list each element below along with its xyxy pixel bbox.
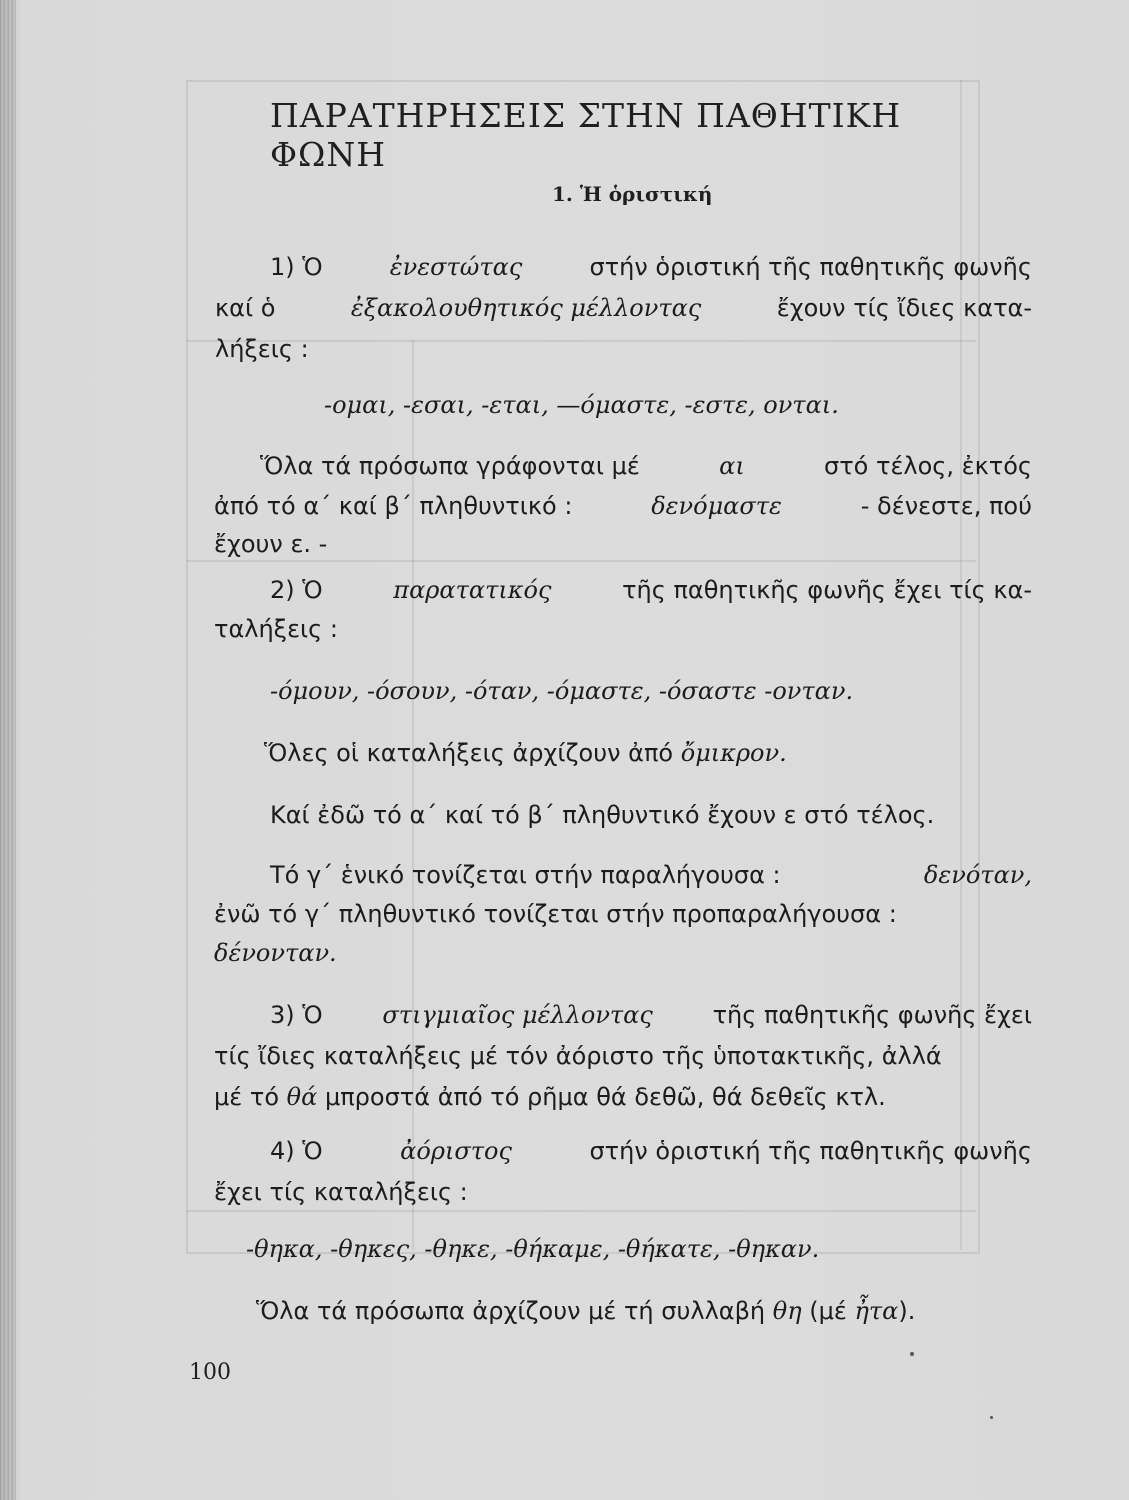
section-subtitle: 1. Ἡ ὁριστική: [552, 182, 713, 206]
text: στήν ὁριστική τῆς παθητικῆς φωνῆς: [589, 1137, 1032, 1165]
paragraph-line: Καί ἐδῶ τό α΄ καί τό β΄ πληθυντικό ἔχουν ε στό τέλος.: [270, 801, 935, 829]
endings-line: -όμουν, -όσουν, -όταν, -όμαστε, -όσαστε -ονταν.: [270, 677, 854, 705]
text: Ὅλα τά πρόσωπα γράφονται μέ: [260, 452, 640, 480]
text: - δένεστε, πού: [860, 492, 1032, 520]
bleed-through-rule: [186, 560, 976, 562]
text: (μέ: [809, 1297, 847, 1325]
paragraph-line: ταλήξεις :: [214, 615, 338, 643]
text: ).: [898, 1297, 916, 1325]
text: 2) Ὁ: [270, 576, 323, 604]
text: στήν ὁριστική τῆς παθητικῆς φωνῆς: [589, 253, 1032, 281]
bleed-through-rule: [186, 1210, 976, 1212]
text: Ὅλες οἱ καταλήξεις ἀρχίζουν ἀπό: [264, 739, 674, 767]
italic-term: αι: [719, 452, 745, 480]
paragraph-line: ἔχει τίς καταλήξεις :: [214, 1178, 468, 1206]
paragraph-line: [270, 255, 1032, 279]
paragraph-line: [214, 1085, 886, 1109]
endings-line: -θηκα, -θηκες, -θηκε, -θήκαμε, -θήκατε, -θηκαν.: [246, 1235, 820, 1263]
text: ἀπό τό α΄ καί β΄ πληθυντικό :: [214, 492, 573, 520]
italic-term: ἀόριστος: [400, 1137, 512, 1165]
paragraph-line: ἐνῶ τό γ΄ πληθυντικό τονίζεται στήν προπαραλήγουσα :: [214, 900, 897, 928]
print-speck: [990, 1416, 993, 1419]
italic-term: παρατατικός: [393, 576, 552, 604]
paragraph-line: [256, 1299, 915, 1323]
paragraph-line: λήξεις :: [215, 335, 309, 363]
page-edge: [0, 0, 16, 1500]
paragraph-line: τίς ἴδιες καταλήξεις μέ τόν ἀόριστο τῆς ὑποτακτικῆς, ἀλλά: [214, 1042, 942, 1070]
italic-term: ἐξακολουθητικός μέλλοντας: [350, 294, 702, 322]
text: τῆς παθητικῆς φωνῆς ἔχει τίς κα-: [622, 576, 1032, 604]
italic-term: στιγμιαῖος μέλλοντας: [382, 1001, 653, 1029]
text: 3) Ὁ: [270, 1001, 323, 1029]
paragraph-line: [270, 578, 1032, 602]
paragraph-line: [270, 863, 1032, 887]
paragraph-line: [270, 1003, 1032, 1027]
text: μέ τό: [214, 1083, 280, 1111]
endings-line: -ομαι, -εσαι, -εται, —όμαστε, -εστε, ονται.: [324, 391, 839, 419]
paragraph-line: [214, 494, 1032, 518]
text: Τό γ΄ ἑνικό τονίζεται στήν παραλήγουσα :: [270, 861, 781, 889]
italic-term: ὄμικρον.: [680, 739, 787, 767]
print-speck: [910, 1352, 914, 1356]
text: Ὅλα τά πρόσωπα ἀρχίζουν μέ τή συλλαβή: [256, 1297, 766, 1325]
paragraph-line: [264, 741, 787, 765]
text: καί ὁ: [215, 294, 276, 322]
italic-term: δενόμαστε: [651, 492, 782, 520]
italic-term: ἦτα: [854, 1297, 899, 1325]
page-number: 100: [189, 1360, 231, 1385]
paragraph-line: [215, 296, 1032, 320]
text: ἔχουν τίς ἴδιες κατα-: [776, 294, 1032, 322]
text: 1) Ὁ: [270, 253, 323, 281]
text: στό τέλος, ἐκτός: [824, 452, 1032, 480]
text: μπροστά ἀπό τό ρῆμα θά δεθῶ, θά δεθεῖς κτλ.: [324, 1083, 886, 1111]
italic-term: δενόταν,: [923, 861, 1032, 889]
text: τῆς παθητικῆς φωνῆς ἔχει: [712, 1001, 1032, 1029]
paragraph-line: δένονταν.: [214, 939, 337, 967]
page-title: ΠΑΡΑΤΗΡΗΣΕΙΣ ΣΤΗΝ ΠΑΘΗΤΙΚΗ ΦΩΝΗ: [270, 96, 902, 174]
italic-term: ἐνεστώτας: [389, 253, 523, 281]
italic-term: θη: [772, 1297, 802, 1325]
paragraph-line: ἔχουν ε. -: [214, 530, 328, 558]
italic-term: θά: [286, 1083, 318, 1111]
paragraph-line: [260, 454, 1032, 478]
paragraph-line: [270, 1139, 1032, 1163]
text: 4) Ὁ: [270, 1137, 323, 1165]
